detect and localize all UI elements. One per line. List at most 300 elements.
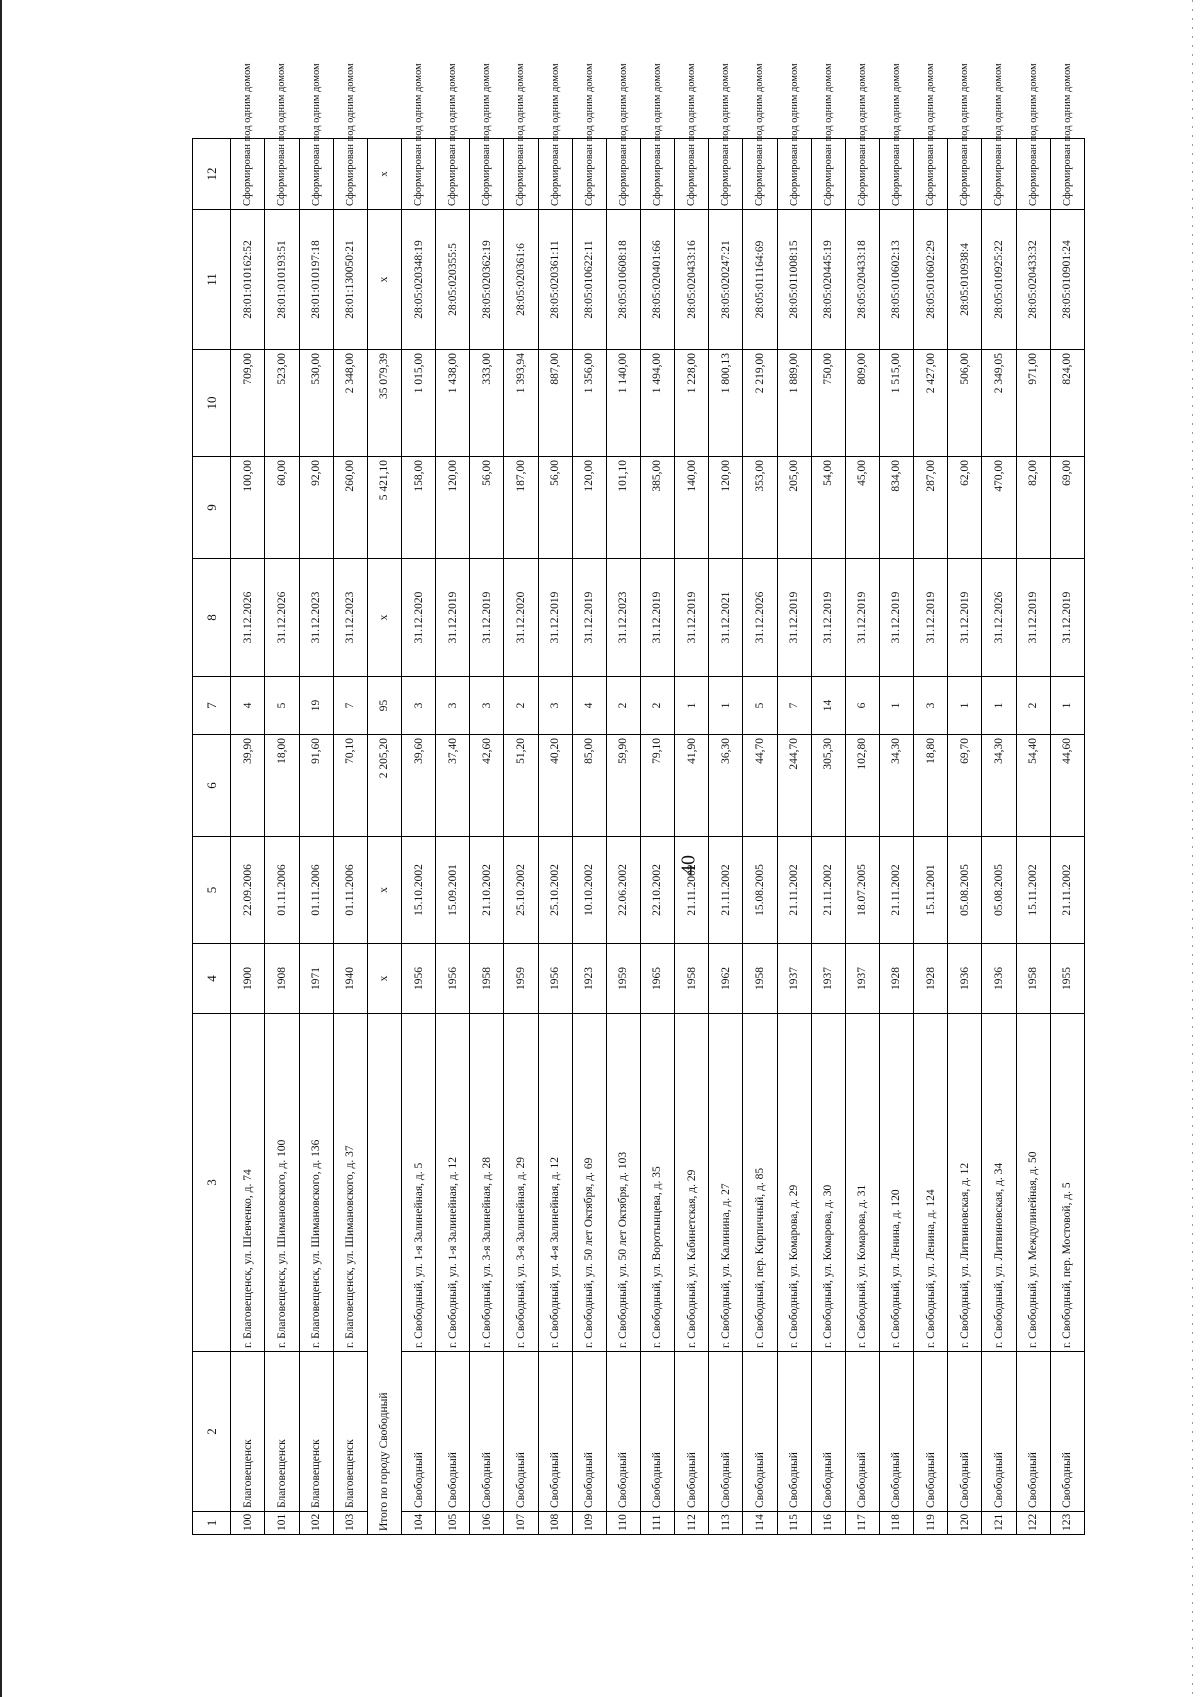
count-cell: 4 — [231, 677, 265, 735]
count-cell: 3 — [538, 677, 572, 735]
cadastral-number-cell: 28:05:011164:69 — [743, 210, 777, 350]
deadline-cell: 31.12.2026 — [743, 559, 777, 677]
city-cell: Благовещенск — [333, 1352, 367, 1512]
city-cell: Свободный — [948, 1352, 982, 1512]
value-col10-cell: 35 079,39 — [367, 350, 401, 457]
header-row — [193, 139, 231, 1535]
value-col10-cell: 1 438,00 — [436, 350, 470, 457]
note-cell: Сформирован под одним домом — [333, 139, 367, 210]
city-cell: Свободный — [606, 1352, 640, 1512]
row-number-cell: 103 — [333, 1512, 367, 1535]
cadastral-number-cell: 28:05:020445:19 — [811, 210, 845, 350]
date-cell: 21.10.2002 — [470, 837, 504, 944]
value-col10-cell: 750,00 — [811, 350, 845, 457]
area-cell: 37,40 — [436, 735, 470, 837]
deadline-cell: 31.12.2019 — [777, 559, 811, 677]
row-number-cell: 101 — [265, 1512, 299, 1535]
date-cell: 01.11.2006 — [265, 837, 299, 944]
area-cell: 42,60 — [470, 735, 504, 837]
date-cell: 22.06.2002 — [606, 837, 640, 944]
table-row — [948, 139, 982, 1535]
note-cell: Сформирован под одним домом — [743, 139, 777, 210]
value-col10-cell: 2 219,00 — [743, 350, 777, 457]
note-cell: Сформирован под одним домом — [982, 139, 1016, 210]
deadline-cell: 31.12.2019 — [811, 559, 845, 677]
city-cell: Свободный — [401, 1352, 435, 1512]
table-row — [879, 139, 913, 1535]
cadastral-number-cell: 28:05:020433:32 — [1016, 210, 1050, 350]
value-col10-cell: 1 800,13 — [709, 350, 743, 457]
table-row — [470, 139, 504, 1535]
count-cell: 1 — [879, 677, 913, 735]
note-cell: Сформирован под одним домом — [1050, 139, 1084, 210]
row-number-cell: 121 — [982, 1512, 1016, 1535]
value-col10-cell: 1 494,00 — [640, 350, 674, 457]
area-cell: 69,70 — [948, 735, 982, 837]
city-cell: Свободный — [1050, 1352, 1084, 1512]
city-cell: Свободный — [504, 1352, 538, 1512]
value-col10-cell: 1 015,00 — [401, 350, 435, 457]
table-row — [299, 139, 333, 1535]
row-number-cell: 102 — [299, 1512, 333, 1535]
build-year-cell: 1956 — [538, 944, 572, 1014]
area-cell: 244,70 — [777, 735, 811, 837]
row-number-cell: 114 — [743, 1512, 777, 1535]
build-year-cell: 1937 — [777, 944, 811, 1014]
note-cell: x — [367, 139, 401, 210]
date-cell: 15.10.2002 — [401, 837, 435, 944]
value-col10-cell: 1 515,00 — [879, 350, 913, 457]
build-year-cell: 1900 — [231, 944, 265, 1014]
value-col9-cell: 92,00 — [299, 457, 333, 559]
area-cell: 39,60 — [401, 735, 435, 837]
count-cell: 2 — [504, 677, 538, 735]
cadastral-number-cell: 28:05:020361:6 — [504, 210, 538, 350]
build-year-cell: 1958 — [743, 944, 777, 1014]
value-col10-cell: 333,00 — [470, 350, 504, 457]
build-year-cell: 1971 — [299, 944, 333, 1014]
table-row — [845, 139, 879, 1535]
city-cell: Свободный — [1016, 1352, 1050, 1512]
row-number-cell: 119 — [914, 1512, 948, 1535]
value-col9-cell: 56,00 — [470, 457, 504, 559]
count-cell: 4 — [572, 677, 606, 735]
cadastral-number-cell: 28:05:020348:19 — [401, 210, 435, 350]
deadline-cell: 31.12.2019 — [470, 559, 504, 677]
area-cell: 44,70 — [743, 735, 777, 837]
table-row — [811, 139, 845, 1535]
value-col9-cell: 54,00 — [811, 457, 845, 559]
address-cell: г. Благовещенск, ул. Шимановского, д. 136 — [299, 1014, 333, 1352]
build-year-cell: x — [367, 944, 401, 1014]
col-header: 11 — [193, 210, 231, 350]
note-cell: Сформирован под одним домом — [811, 139, 845, 210]
table-row — [572, 139, 606, 1535]
value-col9-cell: 5 421,10 — [367, 457, 401, 559]
table-row — [743, 139, 777, 1535]
value-col9-cell: 82,00 — [1016, 457, 1050, 559]
date-cell: 05.08.2005 — [948, 837, 982, 944]
row-number-cell: 111 — [640, 1512, 674, 1535]
date-cell: 15.11.2001 — [914, 837, 948, 944]
value-col9-cell: 158,00 — [401, 457, 435, 559]
row-number-cell: 109 — [572, 1512, 606, 1535]
area-cell: 79,10 — [640, 735, 674, 837]
area-cell: 2 205,20 — [367, 735, 401, 837]
table-row — [1016, 139, 1050, 1535]
address-cell: г. Свободный, ул. Ленина, д. 124 — [914, 1014, 948, 1352]
city-cell: Благовещенск — [231, 1352, 265, 1512]
row-number-cell: 100 — [231, 1512, 265, 1535]
area-cell: 41,90 — [675, 735, 709, 837]
value-col10-cell: 1 889,00 — [777, 350, 811, 457]
build-year-cell: 1937 — [845, 944, 879, 1014]
date-cell: 05.08.2005 — [982, 837, 1016, 944]
deadline-cell: 31.12.2020 — [401, 559, 435, 677]
deadline-cell: 31.12.2019 — [1050, 559, 1084, 677]
address-cell: г. Свободный, пер. Мостовой, д. 5 — [1050, 1014, 1084, 1352]
build-year-cell: 1958 — [1016, 944, 1050, 1014]
value-col10-cell: 1 356,00 — [572, 350, 606, 457]
value-col9-cell: 62,00 — [948, 457, 982, 559]
note-cell: Сформирован под одним домом — [845, 139, 879, 210]
total-row — [367, 139, 401, 1535]
deadline-cell: 31.12.2019 — [572, 559, 606, 677]
build-year-cell: 1940 — [333, 944, 367, 1014]
table-row — [231, 139, 265, 1535]
cadastral-number-cell: 28:05:010602:13 — [879, 210, 913, 350]
address-cell: г. Свободный, ул. Междулинейная, д. 50 — [1016, 1014, 1050, 1352]
cadastral-number-cell: 28:01:010193:51 — [265, 210, 299, 350]
address-cell: г. Свободный, ул. 3-я Залинейная, д. 29 — [504, 1014, 538, 1352]
count-cell: 5 — [265, 677, 299, 735]
area-cell: 102,80 — [845, 735, 879, 837]
count-cell: 3 — [914, 677, 948, 735]
value-col9-cell: 834,00 — [879, 457, 913, 559]
address-cell: г. Свободный, ул. Ленина, д. 120 — [879, 1014, 913, 1352]
value-col9-cell: 260,00 — [333, 457, 367, 559]
build-year-cell: 1908 — [265, 944, 299, 1014]
count-cell: 1 — [948, 677, 982, 735]
rotated-table-wrapper — [192, 63, 1085, 1535]
deadline-cell: 31.12.2019 — [436, 559, 470, 677]
note-cell: Сформирован под одним домом — [572, 139, 606, 210]
build-year-cell: 1959 — [606, 944, 640, 1014]
city-cell: Свободный — [470, 1352, 504, 1512]
deadline-cell: 31.12.2019 — [640, 559, 674, 677]
area-cell: 34,30 — [879, 735, 913, 837]
value-col10-cell: 523,00 — [265, 350, 299, 457]
address-cell: г. Свободный, ул. Кабинетская, д. 29 — [675, 1014, 709, 1352]
area-cell: 18,80 — [914, 735, 948, 837]
value-col10-cell: 2 348,00 — [333, 350, 367, 457]
row-number-cell: 110 — [606, 1512, 640, 1535]
date-cell: 25.10.2002 — [538, 837, 572, 944]
value-col10-cell: 530,00 — [299, 350, 333, 457]
row-number-cell: 107 — [504, 1512, 538, 1535]
value-col9-cell: 287,00 — [914, 457, 948, 559]
area-cell: 54,40 — [1016, 735, 1050, 837]
deadline-cell: 31.12.2020 — [504, 559, 538, 677]
note-cell: Сформирован под одним домом — [914, 139, 948, 210]
build-year-cell: 1965 — [640, 944, 674, 1014]
cadastral-number-cell: x — [367, 210, 401, 350]
area-cell: 51,20 — [504, 735, 538, 837]
city-cell: Благовещенск — [299, 1352, 333, 1512]
count-cell: 19 — [299, 677, 333, 735]
build-year-cell: 1936 — [982, 944, 1016, 1014]
note-cell: Сформирован под одним домом — [401, 139, 435, 210]
date-cell: x — [367, 837, 401, 944]
cadastral-number-cell: 28:05:010938:4 — [948, 210, 982, 350]
address-cell: г. Свободный, ул. Литвиновская, д. 34 — [982, 1014, 1016, 1352]
deadline-cell: 31.12.2019 — [675, 559, 709, 677]
address-cell: г. Свободный, ул. 4-я Залинейная, д. 12 — [538, 1014, 572, 1352]
deadline-cell: 31.12.2023 — [333, 559, 367, 677]
value-col9-cell: 45,00 — [845, 457, 879, 559]
city-cell: Свободный — [811, 1352, 845, 1512]
cadastral-number-cell: 28:05:010602:29 — [914, 210, 948, 350]
address-cell: г. Свободный, ул. Воротынцева, д. 35 — [640, 1014, 674, 1352]
count-cell: 3 — [401, 677, 435, 735]
address-cell: г. Свободный, ул. 1-я Залинейная, д. 5 — [401, 1014, 435, 1352]
address-cell: г. Благовещенск, ул. Шевченко, д. 74 — [231, 1014, 265, 1352]
date-cell: 21.11.2002 — [675, 837, 709, 944]
table-row — [606, 139, 640, 1535]
address-cell: г. Свободный, ул. 50 лет Октября, д. 103 — [606, 1014, 640, 1352]
value-col10-cell: 1 140,00 — [606, 350, 640, 457]
count-cell: 2 — [1016, 677, 1050, 735]
build-year-cell: 1958 — [675, 944, 709, 1014]
cadastral-number-cell: 28:05:010622:11 — [572, 210, 606, 350]
date-cell: 01.11.2006 — [333, 837, 367, 944]
count-cell: 3 — [470, 677, 504, 735]
housing-table — [192, 63, 1085, 1535]
row-number-cell: 115 — [777, 1512, 811, 1535]
value-col9-cell: 120,00 — [572, 457, 606, 559]
col-header: 3 — [193, 1014, 231, 1352]
row-number-cell: 117 — [845, 1512, 879, 1535]
note-cell: Сформирован под одним домом — [1016, 139, 1050, 210]
address-cell: г. Благовещенск, ул. Шимановского, д. 100 — [265, 1014, 299, 1352]
table-row — [777, 139, 811, 1535]
note-cell: Сформирован под одним домом — [265, 139, 299, 210]
value-col9-cell: 470,00 — [982, 457, 1016, 559]
table-row — [333, 139, 367, 1535]
cadastral-number-cell: 28:05:020433:18 — [845, 210, 879, 350]
note-cell: Сформирован под одним домом — [606, 139, 640, 210]
city-cell: Свободный — [675, 1352, 709, 1512]
city-cell: Свободный — [640, 1352, 674, 1512]
area-cell: 70,10 — [333, 735, 367, 837]
note-cell: Сформирован под одним домом — [879, 139, 913, 210]
row-number-cell: 106 — [470, 1512, 504, 1535]
value-col9-cell: 120,00 — [709, 457, 743, 559]
value-col9-cell: 385,00 — [640, 457, 674, 559]
col-header: 10 — [193, 350, 231, 457]
date-cell: 21.11.2002 — [811, 837, 845, 944]
row-number-cell: 116 — [811, 1512, 845, 1535]
area-cell: 36,30 — [709, 735, 743, 837]
address-cell: г. Свободный, ул. Комарова, д. 29 — [777, 1014, 811, 1352]
cadastral-number-cell: 28:01:130050:21 — [333, 210, 367, 350]
deadline-cell: 31.12.2019 — [879, 559, 913, 677]
deadline-cell: 31.12.2019 — [1016, 559, 1050, 677]
col-header: 8 — [193, 559, 231, 677]
row-number-cell: 104 — [401, 1512, 435, 1535]
value-col10-cell: 2 427,00 — [914, 350, 948, 457]
date-cell: 22.10.2002 — [640, 837, 674, 944]
value-col10-cell: 971,00 — [1016, 350, 1050, 457]
count-cell: 1 — [1050, 677, 1084, 735]
table-row — [401, 139, 435, 1535]
date-cell: 10.10.2002 — [572, 837, 606, 944]
build-year-cell: 1955 — [1050, 944, 1084, 1014]
build-year-cell: 1936 — [948, 944, 982, 1014]
address-cell: г. Свободный, ул. Калинина, д. 27 — [709, 1014, 743, 1352]
row-number-cell: 108 — [538, 1512, 572, 1535]
table-row — [640, 139, 674, 1535]
note-cell: Сформирован под одним домом — [231, 139, 265, 210]
build-year-cell: 1958 — [470, 944, 504, 1014]
scan-edge-right — [1192, 0, 1193, 1697]
note-cell: Сформирован под одним домом — [504, 139, 538, 210]
build-year-cell: 1956 — [401, 944, 435, 1014]
deadline-cell: 31.12.2026 — [982, 559, 1016, 677]
address-cell: г. Свободный, ул. Литвиновская, д. 12 — [948, 1014, 982, 1352]
col-header: 7 — [193, 677, 231, 735]
scan-edge-left — [0, 0, 2, 1697]
cadastral-number-cell: 28:05:020362:19 — [470, 210, 504, 350]
count-cell: 7 — [333, 677, 367, 735]
value-col9-cell: 120,00 — [436, 457, 470, 559]
address-cell: г. Благовещенск, ул. Шимановского, д. 37 — [333, 1014, 367, 1352]
row-number-cell: 113 — [709, 1512, 743, 1535]
deadline-cell: 31.12.2026 — [265, 559, 299, 677]
deadline-cell: 31.12.2019 — [914, 559, 948, 677]
value-col9-cell: 140,00 — [675, 457, 709, 559]
table-row — [436, 139, 470, 1535]
value-col10-cell: 1 393,94 — [504, 350, 538, 457]
area-cell: 18,00 — [265, 735, 299, 837]
deadline-cell: 31.12.2026 — [231, 559, 265, 677]
date-cell: 15.11.2002 — [1016, 837, 1050, 944]
value-col10-cell: 506,00 — [948, 350, 982, 457]
cadastral-number-cell: 28:05:010608:18 — [606, 210, 640, 350]
count-cell: 1 — [709, 677, 743, 735]
count-cell: 2 — [640, 677, 674, 735]
col-header: 4 — [193, 944, 231, 1014]
value-col9-cell: 60,00 — [265, 457, 299, 559]
cadastral-number-cell: 28:01:010162:52 — [231, 210, 265, 350]
value-col10-cell: 809,00 — [845, 350, 879, 457]
city-cell: Свободный — [777, 1352, 811, 1512]
date-cell: 21.11.2002 — [879, 837, 913, 944]
deadline-cell: 31.12.2019 — [845, 559, 879, 677]
date-cell: 21.11.2002 — [1050, 837, 1084, 944]
note-cell: Сформирован под одним домом — [709, 139, 743, 210]
note-cell: Сформирован под одним домом — [470, 139, 504, 210]
build-year-cell: 1937 — [811, 944, 845, 1014]
table-row — [982, 139, 1016, 1535]
value-col10-cell: 2 349,05 — [982, 350, 1016, 457]
deadline-cell: 31.12.2023 — [299, 559, 333, 677]
date-cell: 22.09.2006 — [231, 837, 265, 944]
area-cell: 39,90 — [231, 735, 265, 837]
cadastral-number-cell: 28:05:020355:5 — [436, 210, 470, 350]
col-header: 9 — [193, 457, 231, 559]
count-cell: 2 — [606, 677, 640, 735]
cadastral-number-cell: 28:05:020401:66 — [640, 210, 674, 350]
value-col9-cell: 69,00 — [1050, 457, 1084, 559]
deadline-cell: 31.12.2021 — [709, 559, 743, 677]
count-cell: 14 — [811, 677, 845, 735]
address-cell: г. Свободный, ул. Комарова, д. 31 — [845, 1014, 879, 1352]
area-cell: 59,90 — [606, 735, 640, 837]
build-year-cell: 1928 — [879, 944, 913, 1014]
note-cell: Сформирован под одним домом — [675, 139, 709, 210]
cadastral-number-cell: 28:01:010197:18 — [299, 210, 333, 350]
note-cell: Сформирован под одним домом — [948, 139, 982, 210]
cadastral-number-cell: 28:05:011008:15 — [777, 210, 811, 350]
value-col9-cell: 101,10 — [606, 457, 640, 559]
city-cell: Свободный — [914, 1352, 948, 1512]
cadastral-number-cell: 28:05:020247:21 — [709, 210, 743, 350]
deadline-cell: x — [367, 559, 401, 677]
total-label-cell: Итого по городу Свободный — [367, 1014, 401, 1535]
build-year-cell: 1962 — [709, 944, 743, 1014]
build-year-cell: 1923 — [572, 944, 606, 1014]
note-cell: Сформирован под одним домом — [777, 139, 811, 210]
count-cell: 5 — [743, 677, 777, 735]
city-cell: Свободный — [538, 1352, 572, 1512]
deadline-cell: 31.12.2023 — [606, 559, 640, 677]
col-header: 12 — [193, 139, 231, 210]
count-cell: 7 — [777, 677, 811, 735]
address-cell: г. Свободный, ул. Комарова, д. 30 — [811, 1014, 845, 1352]
deadline-cell: 31.12.2019 — [538, 559, 572, 677]
date-cell: 01.11.2006 — [299, 837, 333, 944]
build-year-cell: 1959 — [504, 944, 538, 1014]
value-col10-cell: 824,00 — [1050, 350, 1084, 457]
table-row — [914, 139, 948, 1535]
count-cell: 6 — [845, 677, 879, 735]
count-cell: 95 — [367, 677, 401, 735]
count-cell: 1 — [982, 677, 1016, 735]
cadastral-number-cell: 28:05:010901:24 — [1050, 210, 1084, 350]
city-cell: Свободный — [982, 1352, 1016, 1512]
date-cell: 21.11.2002 — [709, 837, 743, 944]
col-header: 5 — [193, 837, 231, 944]
col-header: 1 — [193, 1512, 231, 1535]
note-cell: Сформирован под одним домом — [436, 139, 470, 210]
build-year-cell: 1956 — [436, 944, 470, 1014]
city-cell: Свободный — [743, 1352, 777, 1512]
table-row — [265, 139, 299, 1535]
area-cell: 305,30 — [811, 735, 845, 837]
area-cell: 44,60 — [1050, 735, 1084, 837]
note-cell: Сформирован под одним домом — [538, 139, 572, 210]
row-number-cell: 118 — [879, 1512, 913, 1535]
value-col9-cell: 100,00 — [231, 457, 265, 559]
value-col9-cell: 187,00 — [504, 457, 538, 559]
address-cell: г. Свободный, ул. 1-я Залинейная, д. 12 — [436, 1014, 470, 1352]
area-cell: 40,20 — [538, 735, 572, 837]
date-cell: 15.09.2001 — [436, 837, 470, 944]
date-cell: 25.10.2002 — [504, 837, 538, 944]
count-cell: 3 — [436, 677, 470, 735]
row-number-cell: 105 — [436, 1512, 470, 1535]
